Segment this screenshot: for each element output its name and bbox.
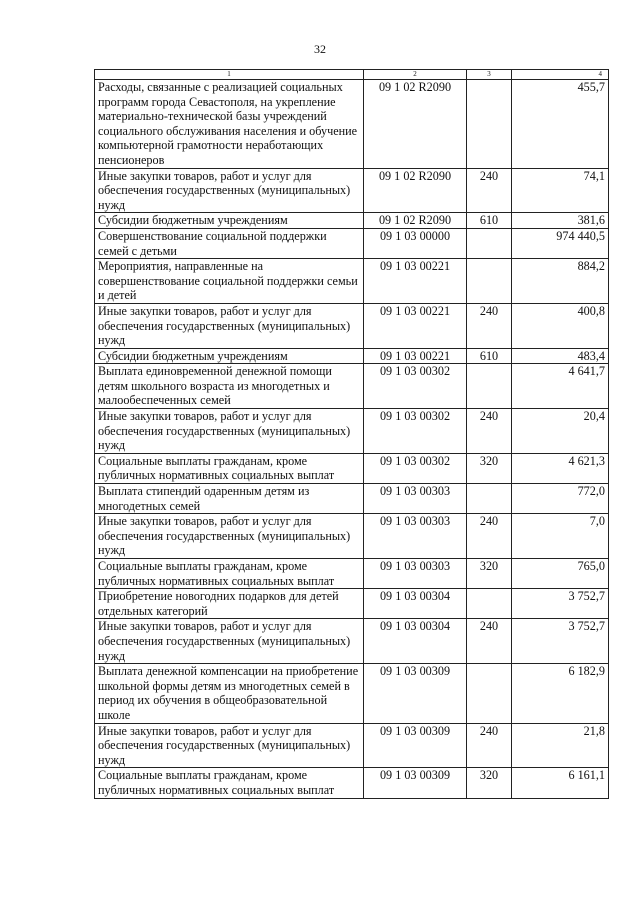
column-header-2: 2 <box>364 70 467 80</box>
row-code-cell: 09 1 03 00303 <box>364 514 467 559</box>
row-type-cell <box>467 80 512 169</box>
row-type-cell: 240 <box>467 168 512 213</box>
row-type-cell: 240 <box>467 303 512 348</box>
page-number: 32 <box>314 42 326 56</box>
row-code-cell: 09 1 02 R2090 <box>364 213 467 229</box>
row-type-cell: 320 <box>467 768 512 798</box>
row-amount-cell: 74,1 <box>512 168 609 213</box>
table-row <box>95 213 609 229</box>
row-amount-cell: 4 641,7 <box>512 364 609 409</box>
row-type-cell: 610 <box>467 213 512 229</box>
table-header-row <box>95 70 609 80</box>
row-name-cell: Социальные выплаты гражданам, кроме публичных нормативных социальных выплат <box>95 559 364 589</box>
row-type-cell <box>467 589 512 619</box>
table-row <box>95 348 609 364</box>
table-row <box>95 589 609 619</box>
row-type-cell: 240 <box>467 619 512 664</box>
budget-table <box>94 69 609 799</box>
row-amount-cell: 21,8 <box>512 723 609 768</box>
row-code-cell: 09 1 03 00221 <box>364 348 467 364</box>
row-name-cell: Субсидии бюджетным учреждениям <box>95 348 364 364</box>
table-row <box>95 409 609 454</box>
row-type-cell <box>467 259 512 304</box>
row-amount-cell: 884,2 <box>512 259 609 304</box>
table-row <box>95 664 609 723</box>
column-header-1: 1 <box>95 70 364 80</box>
row-type-cell <box>467 364 512 409</box>
row-code-cell: 09 1 03 00221 <box>364 303 467 348</box>
row-code-cell: 09 1 03 00302 <box>364 409 467 454</box>
row-amount-cell: 7,0 <box>512 514 609 559</box>
row-amount-cell: 483,4 <box>512 348 609 364</box>
table-row <box>95 723 609 768</box>
row-amount-cell: 3 752,7 <box>512 619 609 664</box>
row-type-cell: 320 <box>467 559 512 589</box>
row-amount-cell: 6 182,9 <box>512 664 609 723</box>
row-amount-cell: 974 440,5 <box>512 228 609 258</box>
row-amount-cell: 455,7 <box>512 80 609 169</box>
row-name-cell: Иные закупки товаров, работ и услуг для обеспечения государственных (муниципальных) нужд <box>95 723 364 768</box>
row-code-cell: 09 1 03 00309 <box>364 723 467 768</box>
column-header-3: 3 <box>467 70 512 80</box>
row-name-cell: Иные закупки товаров, работ и услуг для обеспечения государственных (муниципальных) нужд <box>95 168 364 213</box>
row-name-cell: Выплата денежной компенсации на приобретение школьной формы детям из многодетных семей в период их обучения в общеобразовательной школе <box>95 664 364 723</box>
row-name-cell: Совершенствование социальной поддержки семей с детьми <box>95 228 364 258</box>
table-row <box>95 559 609 589</box>
row-code-cell: 09 1 03 00221 <box>364 259 467 304</box>
row-name-cell: Субсидии бюджетным учреждениям <box>95 213 364 229</box>
row-code-cell: 09 1 03 00309 <box>364 664 467 723</box>
row-name-cell: Социальные выплаты гражданам, кроме публичных нормативных социальных выплат <box>95 453 364 483</box>
row-code-cell: 09 1 02 R2090 <box>364 168 467 213</box>
row-amount-cell: 4 621,3 <box>512 453 609 483</box>
row-code-cell: 09 1 03 00303 <box>364 484 467 514</box>
row-code-cell: 09 1 03 00302 <box>364 453 467 483</box>
row-type-cell: 240 <box>467 514 512 559</box>
table-row <box>95 514 609 559</box>
row-amount-cell: 20,4 <box>512 409 609 454</box>
row-name-cell: Мероприятия, направленные на совершенствование социальной поддержки семьи и детей <box>95 259 364 304</box>
row-type-cell <box>467 228 512 258</box>
row-name-cell: Расходы, связанные с реализацией социальных программ города Севастополя, на укрепление материально-технической базы учреждений социального обслуживания населения и обучение компьютерной грамотности неработающих пенсионеров <box>95 80 364 169</box>
table-row <box>95 484 609 514</box>
table-row <box>95 303 609 348</box>
row-amount-cell: 772,0 <box>512 484 609 514</box>
row-amount-cell: 400,8 <box>512 303 609 348</box>
row-code-cell: 09 1 03 00302 <box>364 364 467 409</box>
row-name-cell: Иные закупки товаров, работ и услуг для обеспечения государственных (муниципальных) нужд <box>95 409 364 454</box>
row-name-cell: Выплата стипендий одаренным детям из многодетных семей <box>95 484 364 514</box>
table-row <box>95 80 609 169</box>
row-name-cell: Социальные выплаты гражданам, кроме публичных нормативных социальных выплат <box>95 768 364 798</box>
table-row <box>95 619 609 664</box>
row-amount-cell: 6 161,1 <box>512 768 609 798</box>
row-type-cell <box>467 484 512 514</box>
row-type-cell: 240 <box>467 409 512 454</box>
row-code-cell: 09 1 03 00303 <box>364 559 467 589</box>
row-name-cell: Иные закупки товаров, работ и услуг для обеспечения государственных (муниципальных) нужд <box>95 514 364 559</box>
row-name-cell: Иные закупки товаров, работ и услуг для обеспечения государственных (муниципальных) нужд <box>95 619 364 664</box>
row-code-cell: 09 1 03 00309 <box>364 768 467 798</box>
row-type-cell <box>467 664 512 723</box>
table-row <box>95 259 609 304</box>
row-code-cell: 09 1 03 00000 <box>364 228 467 258</box>
column-header-4: 4 <box>512 70 609 80</box>
row-code-cell: 09 1 02 R2090 <box>364 80 467 169</box>
row-name-cell: Приобретение новогодних подарков для детей отдельных категорий <box>95 589 364 619</box>
table-row <box>95 768 609 798</box>
row-amount-cell: 3 752,7 <box>512 589 609 619</box>
table-row <box>95 168 609 213</box>
row-amount-cell: 765,0 <box>512 559 609 589</box>
row-type-cell: 240 <box>467 723 512 768</box>
table-row <box>95 364 609 409</box>
row-name-cell: Иные закупки товаров, работ и услуг для обеспечения государственных (муниципальных) нужд <box>95 303 364 348</box>
table-row <box>95 453 609 483</box>
row-name-cell: Выплата единовременной денежной помощи детям школьного возраста из многодетных и малообеспеченных семей <box>95 364 364 409</box>
table-row <box>95 228 609 258</box>
row-amount-cell: 381,6 <box>512 213 609 229</box>
row-code-cell: 09 1 03 00304 <box>364 589 467 619</box>
row-code-cell: 09 1 03 00304 <box>364 619 467 664</box>
row-type-cell: 320 <box>467 453 512 483</box>
row-type-cell: 610 <box>467 348 512 364</box>
